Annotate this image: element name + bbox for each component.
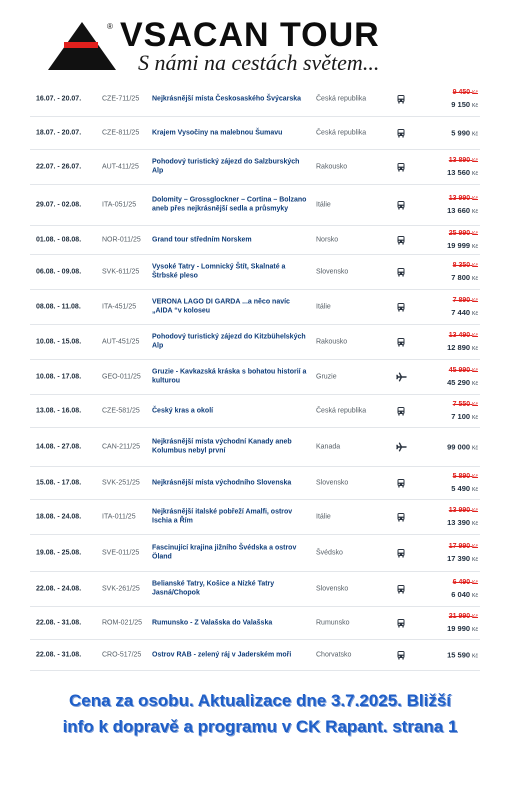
trip-row [30, 607, 480, 640]
trip-country: Rakousko [316, 163, 348, 171]
old-price: 6 490 Kč [452, 579, 478, 586]
trip-date: 06.08. - 09.08. [36, 268, 82, 276]
trip-date: 01.08. - 08.08. [36, 236, 82, 244]
bus-icon [396, 162, 408, 172]
current-price: 19 990 Kč [447, 623, 478, 633]
trip-price [408, 649, 478, 661]
old-price: 13 990 Kč [448, 507, 478, 514]
old-price: 17 990 Kč [448, 543, 478, 550]
footer-line-2: info k dopravě a programu v CK Rapant. strana 1 [62, 717, 458, 737]
brand-slogan: S námi na cestách světem... [138, 50, 380, 75]
trip-row [30, 82, 480, 117]
plane-icon [396, 372, 408, 382]
bus-icon [396, 512, 408, 522]
trip-date: 10.08. - 17.08. [36, 373, 82, 381]
trip-date: 10.08. - 15.08. [36, 338, 82, 346]
bus-icon [396, 128, 408, 138]
trip-date: 15.08. - 17.08. [36, 479, 82, 487]
trip-date: 18.08. - 24.08. [36, 513, 82, 521]
registered-mark: ® [107, 22, 113, 31]
bus-icon [396, 618, 408, 628]
bus-icon [396, 478, 408, 488]
trip-country: Slovensko [316, 479, 349, 487]
trip-row [30, 325, 480, 360]
trip-name-link[interactable]: VERONA LAGO DI GARDA ...a něco navíc „AIDA “v koloseu [152, 298, 290, 315]
trip-date: 16.07. - 20.07. [36, 95, 82, 103]
trip-code: AUT-411/25 [102, 163, 139, 171]
trip-row [30, 467, 480, 500]
trip-country: Rumunsko [316, 619, 350, 627]
trip-country: Gruzie [316, 373, 337, 381]
old-price: 25 990 Kč [448, 230, 478, 237]
trip-price [408, 612, 478, 634]
trip-date: 22.08. - 31.08. [36, 619, 82, 627]
trip-code: SVK-611/25 [102, 268, 140, 276]
trip-code: GEO-011/25 [102, 373, 141, 381]
old-price: 13 890 Kč [448, 157, 478, 164]
trip-price [408, 506, 478, 528]
trip-date: 22.07. - 26.07. [36, 163, 82, 171]
trip-row [30, 290, 480, 325]
trip-country: Itálie [316, 303, 331, 311]
trip-code: CZE-711/25 [102, 95, 140, 103]
bus-icon [396, 267, 408, 277]
trip-date: 13.08. - 16.08. [36, 407, 82, 415]
trip-row [30, 117, 480, 150]
trip-row [30, 500, 480, 535]
trip-name-link[interactable]: Vysoké Tatry - Lomnický Štít, Skalnaté a Štrbské pleso [152, 263, 286, 280]
trip-name-link[interactable]: Grand tour středním Norskem [152, 236, 252, 244]
trip-code: SVE-011/25 [102, 549, 140, 557]
trip-country: Norsko [316, 236, 339, 244]
trip-price [408, 578, 478, 600]
trip-date: 29.07. - 02.08. [36, 201, 82, 209]
trip-row [30, 185, 480, 226]
old-price: 45 990 Kč [448, 367, 478, 374]
trip-name-link[interactable]: Dolomity – Grossglockner – Cortina – Bolzano aneb přes nejkrásnější sedla a průsmyky [152, 196, 307, 213]
trip-country: Itálie [316, 513, 331, 521]
trip-row [30, 150, 480, 185]
trip-price [408, 127, 478, 139]
bus-icon [396, 235, 408, 245]
plane-icon [396, 442, 408, 452]
footer-line-1: Cena za osobu. Aktualizace dne 3.7.2025. Bližší [68, 691, 451, 710]
trip-price [408, 296, 478, 318]
trip-country: Česká republika [316, 407, 367, 415]
old-price: 13 990 Kč [448, 195, 478, 202]
trip-date: 08.08. - 11.08. [36, 303, 81, 311]
old-price: 5 890 Kč [452, 473, 478, 480]
current-price: 17 390 Kč [447, 553, 478, 563]
trip-code: CZE-581/25 [102, 407, 140, 415]
current-price: 45 290 Kč [447, 377, 478, 387]
current-price: 7 440 Kč [451, 307, 478, 317]
trip-country: Kanada [316, 443, 341, 451]
trip-name-link[interactable]: Český kras a okolí [152, 407, 214, 415]
trip-row [30, 395, 480, 428]
trip-country: Chorvatsko [316, 651, 352, 659]
trip-table [30, 82, 480, 671]
trip-price [408, 331, 478, 353]
trip-country: Švédsko [316, 549, 343, 557]
trip-code: CRO-517/25 [102, 651, 142, 659]
old-price: 13 490 Kč [448, 332, 478, 339]
trip-price [408, 261, 478, 283]
bus-icon [396, 548, 408, 558]
old-price: 21 990 Kč [448, 613, 478, 620]
trip-row [30, 572, 480, 607]
trip-price [408, 542, 478, 564]
bus-icon [396, 337, 408, 347]
trip-price [408, 472, 478, 494]
bus-icon [396, 584, 408, 594]
old-price: 9 450 Kč [452, 89, 478, 96]
old-price: 7 550 Kč [452, 401, 478, 408]
trip-country: Rakousko [316, 338, 348, 346]
trip-country: Itálie [316, 201, 331, 209]
trip-row [30, 428, 480, 467]
header [0, 0, 519, 85]
trip-code: ROM-021/25 [102, 619, 143, 627]
trip-name-link[interactable]: Nejkrásnější místa Českosaského Švýcarska [152, 95, 302, 103]
current-price: 12 890 Kč [447, 342, 478, 352]
trip-date: 22.08. - 24.08. [36, 585, 82, 593]
trip-price [408, 366, 478, 388]
old-price: 8 350 Kč [452, 262, 478, 269]
trip-country: Slovensko [316, 268, 349, 276]
trip-name-link[interactable]: Ostrov RAB - zelený ráj v Jaderském moři [152, 651, 292, 659]
trip-code: ITA-011/25 [102, 513, 136, 521]
old-price: 7 890 Kč [452, 297, 478, 304]
bus-icon [396, 406, 408, 416]
footer-note [20, 688, 500, 741]
trip-price [408, 88, 478, 110]
current-price: 7 800 Kč [451, 272, 478, 282]
trip-code: ITA-451/25 [102, 303, 137, 311]
trip-country: Slovensko [316, 585, 349, 593]
trip-name-link[interactable]: Gruzie - Kavkazská kráska s bohatou historií a kulturou [152, 368, 307, 385]
trip-code: AUT-451/25 [102, 338, 140, 346]
trip-row [30, 535, 480, 572]
trip-date: 22.08. - 31.08. [36, 651, 82, 659]
trip-price [408, 194, 478, 216]
current-price: 9 150 Kč [451, 99, 478, 109]
trip-name-link[interactable]: Pohodový turistický zájezd do Salzburských Alp [152, 158, 300, 175]
trip-row [30, 255, 480, 290]
trip-name-link[interactable]: Krajem Vysočiny na malebnou Šumavu [152, 129, 283, 137]
trip-row [30, 360, 480, 395]
trip-price [408, 156, 478, 178]
trip-code: SVK-251/25 [102, 479, 140, 487]
current-price: 99 000 Kč [447, 442, 478, 452]
trip-price [408, 400, 478, 422]
trip-country: Česká republika [316, 129, 367, 137]
trip-date: 14.08. - 27.08. [36, 443, 82, 451]
trip-name-link[interactable]: Nejkrásnější italské pobřeží Amalfi, ostrov Ischia a Řím [152, 508, 293, 525]
trip-code: CAN-211/25 [102, 443, 141, 451]
trip-price [408, 229, 478, 251]
trip-name-link[interactable]: Pohodový turistický zájezd do Kitzbühelských Alp [152, 333, 306, 350]
trip-price [408, 441, 478, 453]
trip-code: SVK-261/25 [102, 585, 140, 593]
current-price: 19 999 Kč [447, 240, 478, 250]
bus-icon [396, 650, 408, 660]
trip-name-link[interactable]: Nejkrásnější místa východního Slovenska [152, 479, 292, 487]
bus-icon [396, 200, 408, 210]
trip-name-link[interactable]: Nejkrásnější místa východní Kanady aneb Kolumbus nebyl první [152, 438, 292, 455]
trip-code: CZE-811/25 [102, 129, 140, 137]
bus-icon [396, 302, 408, 312]
trip-date: 18.07. - 20.07. [36, 129, 82, 137]
current-price: 15 590 Kč [447, 650, 478, 660]
current-price: 6 040 Kč [451, 589, 478, 599]
current-price: 7 100 Kč [451, 411, 478, 421]
trip-date: 19.08. - 25.08. [36, 549, 82, 557]
trip-code: ITA-051/25 [102, 201, 137, 209]
trip-row [30, 640, 480, 671]
trip-code: NOR-011/25 [102, 236, 141, 244]
trip-name-link[interactable]: Fascinující krajina jižního Švédska a ostrov Öland [152, 544, 297, 561]
current-price: 13 560 Kč [447, 167, 478, 177]
trip-name-link[interactable]: Rumunsko - Z Valašska do Valašska [152, 619, 273, 627]
current-price: 13 390 Kč [447, 517, 478, 527]
trip-name-link[interactable]: Belianské Tatry, Košice a Nízké Tatry Jasná/Chopok [152, 580, 275, 597]
trip-country: Česká republika [316, 95, 367, 103]
trip-row [30, 226, 480, 255]
current-price: 5 490 Kč [451, 483, 478, 493]
current-price: 5 990 Kč [451, 128, 478, 138]
bus-icon [396, 94, 408, 104]
brand-name: VSACAN TOUR [120, 16, 380, 54]
current-price: 13 660 Kč [447, 205, 478, 215]
